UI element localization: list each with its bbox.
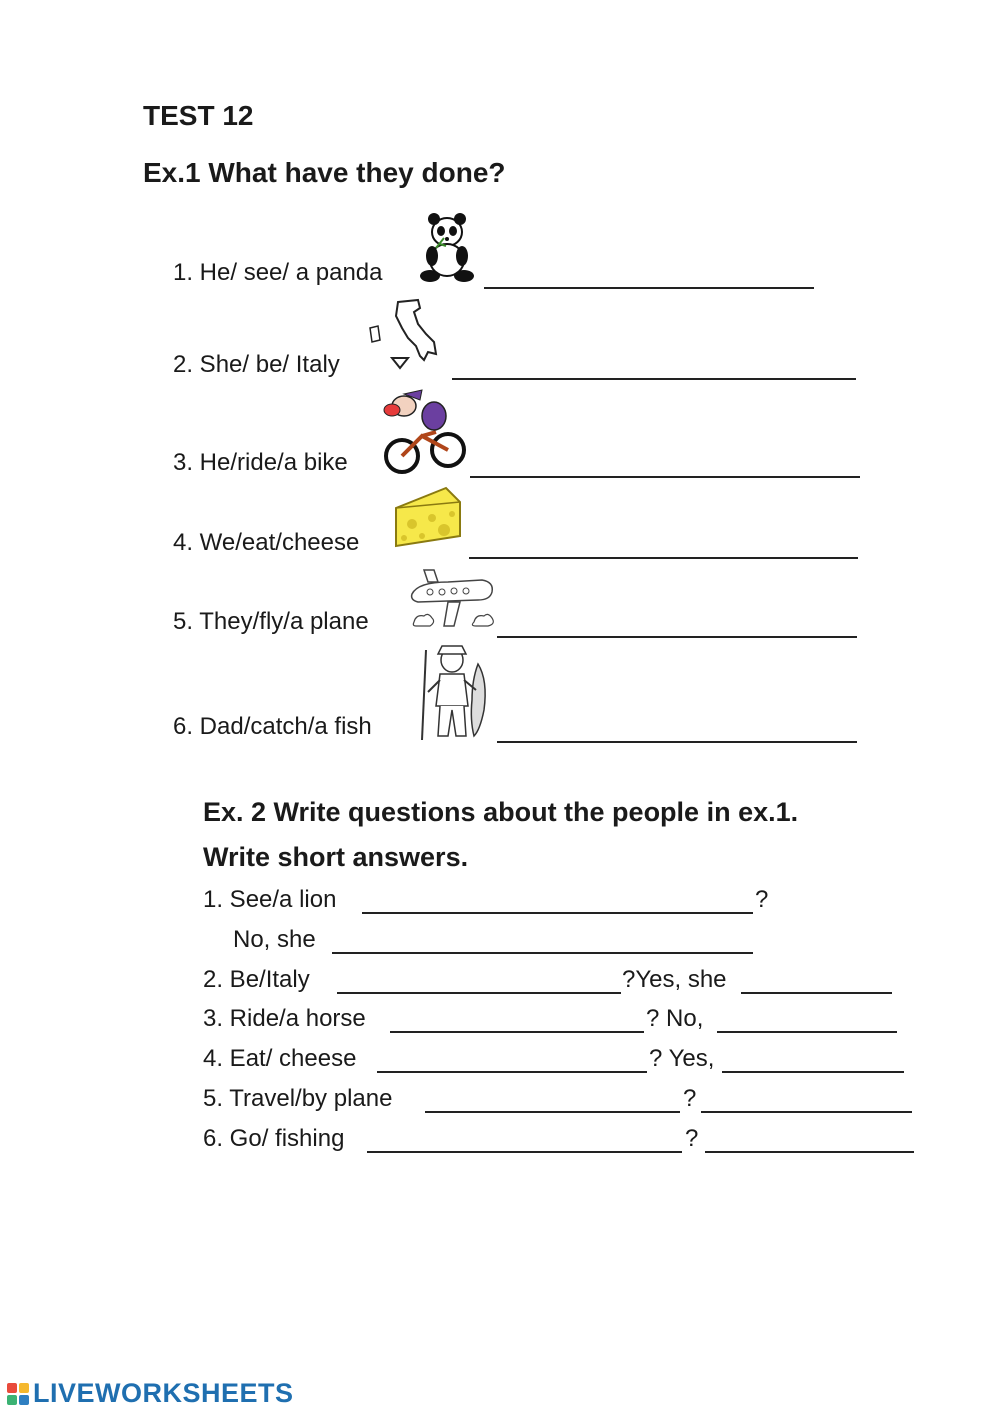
ex1-answer-blank-1[interactable] [484, 287, 814, 289]
ex1-item-3-label: 3. He/ride/a bike [173, 449, 348, 476]
italy-map-icon [368, 298, 440, 380]
ex1-answer-blank-5[interactable] [497, 636, 857, 638]
ex1-item-6-label: 6. Dad/catch/a fish [173, 713, 372, 740]
liveworksheets-logo-text: LIVEWORKSHEETS [33, 1378, 294, 1408]
ex2-question-blank-4[interactable] [377, 1071, 647, 1073]
ex2-item-5-answer-prompt: ? [683, 1085, 697, 1112]
ex2-question-blank-3[interactable] [390, 1031, 644, 1033]
ex2-answer-blank-3[interactable] [717, 1031, 897, 1033]
ex2-item-6-answer-prompt: ? [685, 1125, 699, 1152]
ex2-answer-blank-1[interactable] [332, 952, 753, 954]
cheese-icon [392, 484, 464, 552]
ex2-item-1-answer-prompt: No, she [233, 926, 316, 953]
ex1-answer-blank-3[interactable] [470, 476, 860, 478]
liveworksheets-logo-icon [6, 1382, 30, 1406]
ex1-heading: Ex.1 What have they done? [143, 157, 506, 188]
ex2-item-1-question-mark: ? [755, 886, 769, 913]
ex2-item-4-answer-prompt: ? Yes, [649, 1045, 715, 1072]
ex2-answer-blank-2[interactable] [741, 992, 892, 994]
ex2-heading-line-2: Write short answers. [203, 842, 469, 872]
ex2-question-blank-2[interactable] [337, 992, 621, 994]
ex1-answer-blank-2[interactable] [452, 378, 856, 380]
ex2-item-5-prompt: 5. Travel/by plane [203, 1085, 393, 1112]
panda-icon [416, 210, 478, 286]
ex2-answer-blank-6[interactable] [705, 1151, 914, 1153]
cyclist-icon [380, 386, 468, 476]
ex2-item-2-answer-prompt: ?Yes, she [622, 966, 727, 993]
ex2-item-6-prompt: 6. Go/ fishing [203, 1125, 345, 1152]
ex2-item-4-prompt: 4. Eat/ cheese [203, 1045, 357, 1072]
ex2-item-3-answer-prompt: ? No, [646, 1005, 704, 1032]
ex2-question-blank-5[interactable] [425, 1111, 680, 1113]
ex1-item-2-label: 2. She/ be/ Italy [173, 351, 340, 378]
ex2-answer-blank-4[interactable] [722, 1071, 904, 1073]
ex2-answer-blank-5[interactable] [701, 1111, 912, 1113]
plane-icon [408, 568, 496, 634]
ex1-item-1-label: 1. He/ see/ a panda [173, 259, 383, 286]
ex2-item-3-prompt: 3. Ride/a horse [203, 1005, 366, 1032]
fisherman-icon [414, 640, 494, 744]
ex2-question-blank-1[interactable] [362, 912, 753, 914]
liveworksheets-logo[interactable] [6, 1378, 294, 1409]
ex2-item-1-prompt: 1. See/a lion [203, 886, 337, 913]
ex2-heading-line-1: Ex. 2 Write questions about the people in ex.1. [203, 797, 799, 827]
ex2-question-blank-6[interactable] [367, 1151, 682, 1153]
page-title: TEST 12 [143, 100, 254, 131]
ex1-item-5-label: 5. They/fly/a plane [173, 608, 369, 635]
ex1-answer-blank-6[interactable] [497, 741, 857, 743]
ex2-item-2-prompt: 2. Be/Italy [203, 966, 310, 993]
ex1-item-4-label: 4. We/eat/cheese [173, 529, 360, 556]
ex1-answer-blank-4[interactable] [469, 557, 858, 559]
